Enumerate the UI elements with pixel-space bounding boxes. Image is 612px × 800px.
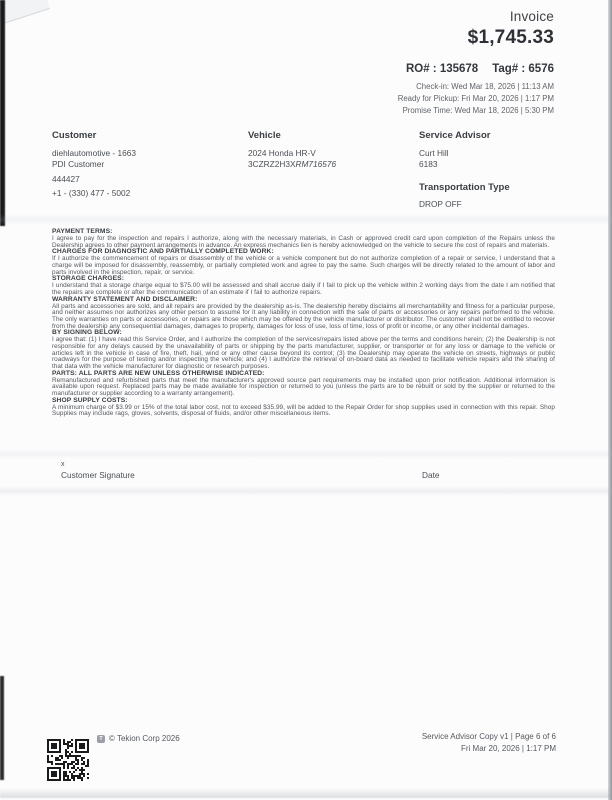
term-title: STORAGE CHARGES: <box>52 275 125 283</box>
term-title: PAYMENT TERMS: <box>52 228 113 235</box>
term-title: WARRANTY STATEMENT AND DISCLAIMER: <box>52 295 198 303</box>
invoice-title: Invoice <box>509 9 554 24</box>
term-body: I understand that a storage charge equal to $75.00 will be assessed and shall accrue daily if I fail to pick up the vehicle within 2 working days from the date I am notified that the repairs are complete or after the communication of an estimate if I fail to authorize repairs. <box>52 282 555 296</box>
customer-number: 444427 <box>52 173 80 184</box>
checkin-time: Check-in: Wed Mar 18, 2026 | 11:13 AM <box>416 82 554 91</box>
term-title: SHOP SUPPLY COSTS: <box>52 396 128 404</box>
vin-prefix: 3CZRZ2H3X <box>248 159 296 169</box>
term-shop-supply-costs <box>52 398 555 418</box>
scan-edge-artifact-left-top <box>0 0 5 226</box>
transportation-type-heading: Transportation Type <box>419 182 510 193</box>
scan-shadow-band <box>0 214 612 225</box>
term-payment-terms <box>52 229 555 249</box>
term-title: PARTS: ALL PARTS ARE NEW UNLESS OTHERWISE INDICATED: <box>52 369 265 377</box>
tekion-copyright-line <box>97 734 180 743</box>
term-body: I agree to pay for the inspection and repairs I authorize, along with the necessary materials, in Cash or approved credit card upon completion of the Repairs unless the Dealership agrees to other payment arrangements in advance. An express mechanics lien is hereby acknowledged on the vehicle to secure the cost of repairs and materials. <box>52 234 555 249</box>
customer-signature-label: Customer Signature <box>61 470 135 480</box>
qr-code <box>47 739 89 781</box>
term-by-signing-below <box>52 330 555 370</box>
footer-print-info <box>422 731 556 755</box>
term-title: BY SIGNING BELOW: <box>52 329 122 337</box>
term-body: All parts and accessories are sold, and all repairs are provided by the dealership as-is. The dealership hereby disclaims all merchantability and fitness for a particular purpose, and neither assumes nor authorizes any other person to assume for it any liability in connection with the sale of parts or accessories or any repairs performed to the vehicle. The only warranties on parts or accessories, or repairs are those which may be offered by the vehicle manufacturer or distributor. The customer shall not be entitled to recover from the dealership any consequential damages, damages to property, damages for loss of use, loss of time, loss of profit or income, or any other incidental damages. <box>52 302 555 330</box>
invoice-amount: $1,745.33 <box>467 27 554 48</box>
copy-page-info: Service Advisor Copy v1 | Page 6 of 6 <box>421 732 556 741</box>
vin-suffix: RM716576 <box>295 159 337 169</box>
scan-shadow-band <box>0 449 612 459</box>
term-parts-new <box>52 371 555 398</box>
invoice-header <box>398 9 554 116</box>
vehicle-vin <box>248 159 408 170</box>
customer-section <box>52 130 232 199</box>
term-title: CHARGES FOR DIAGNOSTIC AND PARTIALLY COMPLETED WORK: <box>52 248 274 256</box>
tekion-logo-icon: T <box>97 735 105 743</box>
vehicle-model: 2024 Honda HR-V <box>248 148 316 158</box>
customer-name: diehlautomotive - 1663 <box>52 148 136 158</box>
tag-number: Tag# : 6576 <box>492 63 554 75</box>
customer-phone: +1 - (330) 477 - 5002 <box>52 188 131 198</box>
tekion-copyright-text: © Tekion Corp 2026 <box>109 734 180 743</box>
signature-x-mark: x <box>61 461 65 468</box>
ro-tag-line <box>398 63 554 75</box>
term-body: If I authorize the commencement of repairs or disassembly of the vehicle or a vehicle component but do not authorize completion of a repair or service, I understand that a charge will be imposed for disassembly, reassembly, or partially completed work and agree to pay the same. Such charges will be directly related to the amount of labor and parts involved in the inspection, repair, or service. <box>52 255 555 276</box>
page-corner-fold <box>0 0 50 27</box>
print-timestamp: Fri Mar 20, 2026 | 1:17 PM <box>460 744 556 753</box>
invoice-meta <box>398 81 554 116</box>
terms-and-conditions <box>52 229 555 418</box>
vehicle-heading: Vehicle <box>248 130 281 141</box>
customer-type: PDI Customer <box>52 159 105 169</box>
vehicle-section <box>248 130 408 170</box>
term-diagnostic-charges <box>52 249 555 276</box>
term-storage-charges <box>52 276 555 296</box>
service-advisor-name: Curt Hill <box>419 148 449 158</box>
date-label: Date <box>422 470 440 480</box>
term-body: I agree that: (1) I have read this Service Order, and I authorize the completion of the services/repairs listed above per the terms and conditions herein; (2) the Dealership is not responsible for any delays caused by the unavailability of parts or shipping by the parts manufacturer, supplier, or transporter or for any loss or damage to the vehicle or articles left in the vehicle in case of fire, theft, hail, wind or any other cause beyond its control; (3) the Dealership may operate the vehicle on streets, highways or public roadways for the purpose of testing and/or inspecting the vehicle; and (4) I authorize the retrieval of on-board data as needed to facilitate vehicle repairs and the sharing of that data with the vehicle manufacturer for diagnostic or research purposes. <box>52 336 555 371</box>
scan-shadow-band <box>0 788 612 798</box>
ready-for-pickup-time: Ready for Pickup: Fri Mar 20, 2026 | 1:17 PM <box>397 93 554 103</box>
promise-time: Promise Time: Wed Mar 18, 2026 | 5:30 PM <box>402 105 554 115</box>
scan-edge-artifact-left-bottom <box>0 676 4 780</box>
term-body: A minimum charge of $3.99 or 15% of the total labor cost, not to exceed $35.99, will be added to the Repair Order for shop supplies used in connection with this repair. Shop Supplies may include rags, gloves, solvents, disposal of fluids, and/or other miscellaneous items. <box>52 403 555 418</box>
scan-shadow-band <box>0 486 612 496</box>
service-advisor-number: 6183 <box>419 159 438 169</box>
service-advisor-section <box>419 130 569 210</box>
scan-edge-artifact-right <box>608 0 612 800</box>
term-body: Remanufactured and refurbished parts that meet the manufacturer's approved source part requirements may be installed upon prior notification. Additional information is available upon request. Replaced parts may be made available for inspection or returned to you (unless the parts are to be rebuilt or sold by the supplier or returned to the manufacturer or supplier according to a warranty arrangement). <box>52 376 555 398</box>
ro-number: RO# : 135678 <box>405 63 479 75</box>
service-advisor-heading: Service Advisor <box>419 130 491 141</box>
customer-heading: Customer <box>52 130 97 141</box>
term-warranty-disclaimer <box>52 297 555 331</box>
transportation-type-value: DROP OFF <box>419 199 462 209</box>
